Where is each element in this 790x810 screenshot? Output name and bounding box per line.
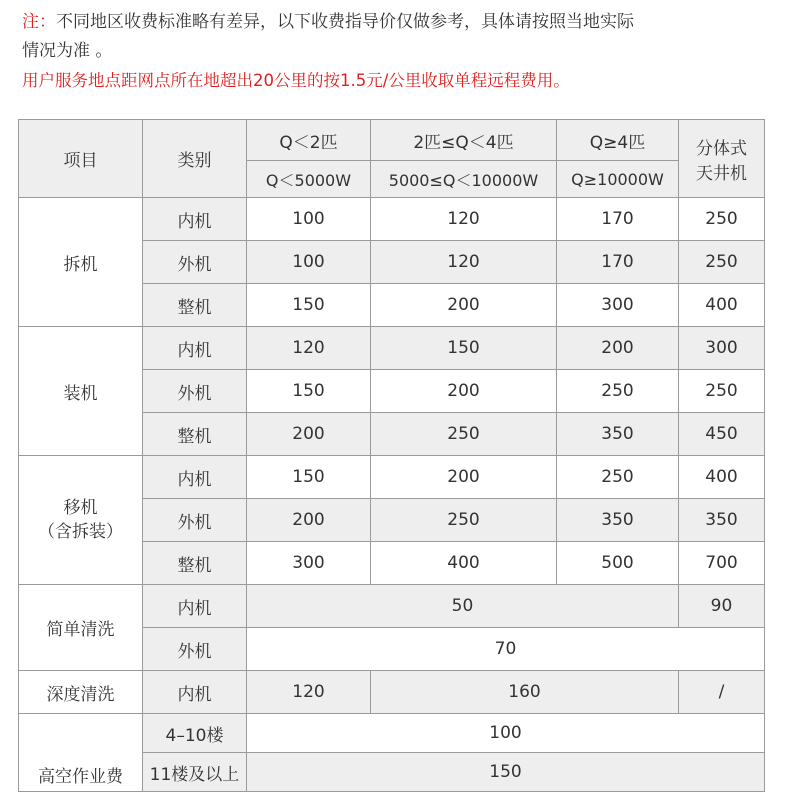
- note-line-3: 用户服务地点距网点所在地超出20公里的按1.5元/公里收取单程远程费用。: [22, 71, 570, 90]
- price-cell: 350: [557, 413, 679, 456]
- category-cell: 内机: [143, 327, 247, 370]
- price-cell: 250: [371, 413, 557, 456]
- price-cell: 250: [371, 499, 557, 542]
- price-cell-merged: 70: [247, 628, 765, 671]
- header-col4-line2: 天井机: [696, 163, 747, 184]
- price-cell: /: [679, 671, 765, 714]
- price-cell: 500: [557, 542, 679, 585]
- header-col1-top: Q＜2匹: [247, 120, 371, 161]
- category-cell: 外机: [143, 370, 247, 413]
- group-label-simple-clean: 简单清洗: [19, 585, 143, 671]
- price-cell: 350: [557, 499, 679, 542]
- header-row-1: [19, 120, 765, 161]
- category-cell: 11楼及以上: [143, 753, 247, 792]
- group-label-relocate: [19, 456, 143, 585]
- group-label-install: 装机: [19, 327, 143, 456]
- price-cell: 120: [247, 327, 371, 370]
- header-category: 类别: [143, 120, 247, 198]
- price-cell: 200: [557, 327, 679, 370]
- category-cell: 外机: [143, 499, 247, 542]
- price-cell-merged: 100: [247, 714, 765, 753]
- category-cell: 整机: [143, 542, 247, 585]
- note-line-1: [22, 0, 782, 37]
- category-cell: 外机: [143, 241, 247, 284]
- price-cell: 200: [371, 370, 557, 413]
- price-cell-merged: 50: [247, 585, 679, 628]
- table-row: [19, 198, 765, 241]
- price-cell: 150: [247, 370, 371, 413]
- category-cell: 外机: [143, 628, 247, 671]
- price-cell: 400: [679, 456, 765, 499]
- group-label-dismantle: 拆机: [19, 198, 143, 327]
- price-cell: 120: [247, 671, 371, 714]
- price-cell: 150: [247, 284, 371, 327]
- price-cell-merged: 160: [371, 671, 679, 714]
- category-cell: 内机: [143, 456, 247, 499]
- table-row: [19, 585, 765, 628]
- group-label-high-altitude: 高空作业费: [19, 714, 143, 792]
- category-cell: 整机: [143, 284, 247, 327]
- price-cell: 120: [371, 198, 557, 241]
- category-cell: 内机: [143, 198, 247, 241]
- notes: [22, 0, 782, 95]
- price-cell: 300: [557, 284, 679, 327]
- price-cell: 200: [371, 456, 557, 499]
- category-cell: 整机: [143, 413, 247, 456]
- note-text-1: 不同地区收费标准略有差异，以下收费指导价仅做参考，具体请按照当地实际: [56, 12, 634, 32]
- price-table: [18, 119, 765, 792]
- note-line-2: 情况为准 。: [22, 41, 113, 61]
- price-cell: 250: [679, 370, 765, 413]
- table-row: [19, 456, 765, 499]
- table-row: [19, 327, 765, 370]
- price-cell-merged: 150: [247, 753, 765, 792]
- price-cell: 400: [371, 542, 557, 585]
- table-row: [19, 714, 765, 753]
- group-label-relocate-line1: 移机: [63, 498, 98, 518]
- category-cell: 4–10楼: [143, 714, 247, 753]
- price-cell: 400: [679, 284, 765, 327]
- group-label-relocate-line2: （含拆装）: [38, 522, 123, 542]
- price-cell: 700: [679, 542, 765, 585]
- header-col1-bottom: Q＜5000W: [247, 161, 371, 198]
- price-cell: 150: [247, 456, 371, 499]
- price-cell: 250: [679, 241, 765, 284]
- header-project: 项目: [19, 120, 143, 198]
- price-cell: 300: [247, 542, 371, 585]
- price-cell: 200: [247, 413, 371, 456]
- header-col2-bottom: 5000≤Q＜10000W: [371, 161, 557, 198]
- price-cell: 170: [557, 241, 679, 284]
- price-cell: 200: [371, 284, 557, 327]
- price-cell: 170: [557, 198, 679, 241]
- price-cell: 250: [679, 198, 765, 241]
- price-cell: 120: [371, 241, 557, 284]
- price-cell: 90: [679, 585, 765, 628]
- price-cell: 350: [679, 499, 765, 542]
- category-cell: 内机: [143, 585, 247, 628]
- table-row: [19, 671, 765, 714]
- price-cell: 100: [247, 241, 371, 284]
- header-col3-top: Q≥4匹: [557, 120, 679, 161]
- price-cell: 250: [557, 456, 679, 499]
- group-label-deep-clean: 深度清洗: [19, 671, 143, 714]
- price-cell: 450: [679, 413, 765, 456]
- header-col4: [679, 120, 765, 198]
- price-cell: 200: [247, 499, 371, 542]
- category-cell: 内机: [143, 671, 247, 714]
- price-cell: 100: [247, 198, 371, 241]
- price-cell: 250: [557, 370, 679, 413]
- price-cell: 300: [679, 327, 765, 370]
- header-col2-top: 2匹≤Q＜4匹: [371, 120, 557, 161]
- header-col3-bottom: Q≥10000W: [557, 161, 679, 198]
- price-cell: 150: [371, 327, 557, 370]
- note-label: 注：: [22, 12, 56, 32]
- header-col4-line1: 分体式: [696, 138, 747, 159]
